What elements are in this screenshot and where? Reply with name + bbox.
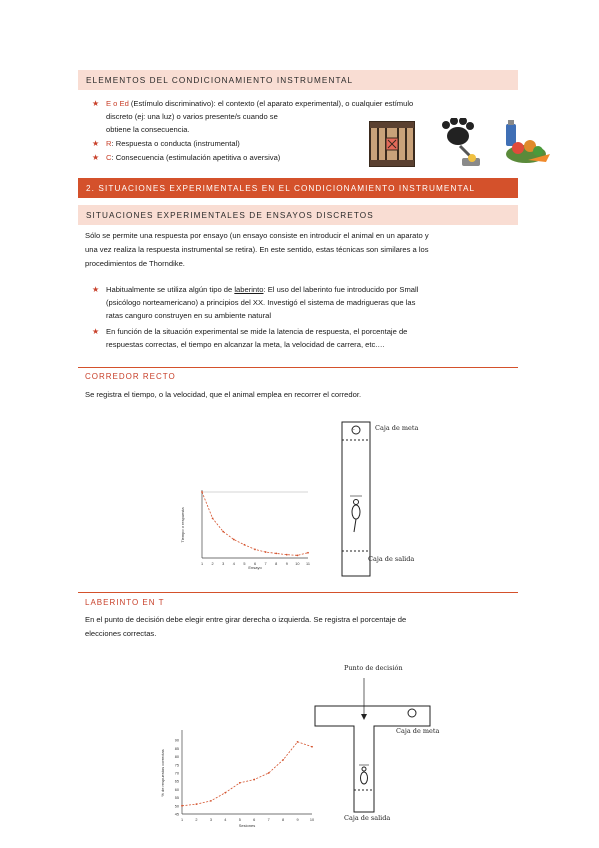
y-tick-label: 45 (174, 812, 179, 817)
data-point (254, 549, 256, 551)
section-header-situaciones (78, 178, 518, 198)
start-box-label: Caja de salida (368, 555, 415, 563)
x-tick-label: 11 (306, 562, 310, 566)
data-point (233, 539, 235, 541)
start-box-label: Caja de salida (344, 814, 391, 822)
data-point (311, 746, 313, 748)
star-bullet-icon: ★ (92, 153, 100, 162)
x-tick-label: 5 (243, 562, 246, 566)
goal-box-label: Caja de meta (396, 727, 440, 735)
data-point (224, 792, 226, 794)
bullet-text: (psicólogo norteamericano) a principios del XX. Investigó el sistema de madrigueras que las (106, 298, 416, 307)
cage-icon (370, 122, 414, 166)
paragraph-laberinto (85, 613, 406, 641)
star-bullet-icon: ★ (92, 327, 100, 336)
rat-icon (350, 496, 362, 532)
y-tick-label: 70 (174, 771, 179, 776)
data-point (239, 782, 241, 784)
paragraph-ensayos (85, 229, 429, 271)
series-line (182, 742, 312, 806)
data-point (244, 544, 246, 546)
bullet-text: ratas canguro construyen en su ambiente natural (106, 311, 272, 320)
star-bullet-icon: ★ (92, 285, 100, 294)
star-bullet-icon: ★ (92, 99, 100, 108)
y-tick-label: 55 (174, 796, 179, 801)
data-point (282, 759, 284, 761)
y-tick-label: 85 (174, 746, 179, 751)
x-tick-label: 9 (296, 818, 299, 822)
x-tick-label: 1 (200, 562, 204, 566)
decision-point-label: Punto de decisión (344, 664, 403, 672)
x-axis-label: Sesiones (238, 823, 256, 828)
x-tick-label: 3 (222, 562, 225, 566)
term-laberinto: laberinto (234, 285, 264, 294)
divider (78, 367, 518, 368)
x-tick-label: 10 (295, 562, 300, 566)
series-line (202, 492, 308, 555)
paw-lever-icon (442, 118, 480, 166)
data-point (196, 803, 198, 805)
rat-icon (359, 765, 369, 784)
x-tick-label: 8 (275, 562, 278, 566)
y-tick-label: 75 (174, 763, 179, 768)
y-tick-label: 60 (174, 787, 179, 792)
y-tick-label: 65 (174, 779, 179, 784)
chart-laberinto (158, 724, 318, 828)
y-tick-label: 80 (174, 755, 179, 760)
x-tick-label: 7 (264, 562, 267, 566)
data-point (307, 552, 309, 554)
x-tick-label: 9 (285, 562, 288, 566)
section-header-elementos (78, 70, 518, 90)
x-tick-label: 2 (211, 562, 214, 566)
x-tick-label: 4 (232, 562, 235, 566)
goal-icon (408, 709, 416, 717)
bullet-text: discreto (ej: una luz) o varios presente/s cuando se (106, 112, 278, 121)
t-maze-diagram (310, 664, 470, 824)
x-tick-label: 8 (282, 818, 285, 822)
paragraph-line: elecciones correctas. (85, 629, 157, 638)
paragraph-line: Sólo se permite una respuesta por ensayo (un ensayo consiste en introducir el animal en un aparato y (85, 231, 429, 240)
data-point (212, 518, 214, 520)
data-point (210, 800, 212, 802)
section-header-ensayos-discretos (78, 205, 518, 225)
x-tick-label: 2 (195, 818, 198, 822)
section-title: 2. SITUACIONES EXPERIMENTALES EN EL CONDICIONAMIENTO INSTRUMENTAL (86, 184, 476, 193)
data-point (201, 491, 203, 493)
x-tick-label: 1 (180, 818, 184, 822)
y-axis-label: Tiempo o respuesta (180, 507, 185, 543)
x-tick-label: 6 (253, 818, 256, 822)
term-c: C (106, 153, 112, 162)
data-point (268, 772, 270, 774)
chart-corredor (178, 486, 314, 570)
term-ed: E o Ed (106, 99, 129, 108)
data-point (297, 554, 299, 556)
bullet-r (92, 137, 240, 150)
x-axis-label: Ensayo (248, 565, 262, 570)
x-tick-label: 5 (238, 818, 241, 822)
data-point (222, 531, 224, 533)
data-point (286, 554, 288, 556)
bullet-text: : Consecuencia (estimulación apetitiva o aversiva) (111, 153, 281, 162)
subsection-title-laberinto: LABERINTO EN T (85, 598, 165, 607)
bullet-text: (Estímulo discriminativo): el contexto (el aparato experimental), o cualquier estímulo (128, 99, 414, 108)
subsection-title-corredor: CORREDOR RECTO (85, 372, 176, 381)
paragraph-corredor: Se registra el tiempo, o la velocidad, que el animal emplea en recorrer el corredor. (85, 390, 362, 399)
x-tick-label: 7 (267, 818, 270, 822)
bullet-ed-cont2 (106, 123, 190, 136)
y-tick-label: 90 (174, 738, 179, 743)
bullet-text: : Respuesta o conducta (instrumental) (111, 139, 240, 148)
bullet-ed (92, 97, 516, 110)
data-point (275, 552, 277, 554)
y-axis-label: % de respuestas correctas (160, 749, 165, 797)
divider (78, 592, 518, 593)
data-point (253, 779, 255, 781)
bullet-c (92, 151, 281, 164)
y-tick-label: 50 (174, 804, 179, 809)
paragraph-line: En el punto de decisión debe elegir entre girar derecha o izquierda. Se registra el porcentaje de (85, 615, 407, 624)
bullet-text: En función de la situación experimental se mide la latencia de respuesta, el porcentaje de (106, 327, 408, 336)
svg-text:ᵕ: ᵕ (353, 427, 355, 432)
star-bullet-icon: ★ (92, 139, 100, 148)
bullet-medidas (92, 325, 526, 351)
term-r: R (106, 139, 112, 148)
bullet-laberinto (92, 283, 526, 322)
bullet-text: : El uso del laberinto fue introducido por Small (263, 285, 419, 294)
data-point (297, 741, 299, 743)
goal-box-label: Caja de meta (375, 424, 419, 432)
x-tick-label: 4 (224, 818, 227, 822)
data-point (265, 551, 267, 553)
paragraph-line: una vez realiza la respuesta instrumental se retira). En este sentido, estas técnicas son similares a los (85, 245, 429, 254)
x-tick-label: 6 (253, 562, 257, 566)
x-tick-label: 10 (309, 818, 315, 822)
bullet-ed-cont1 (106, 110, 278, 123)
conditioning-icons (368, 118, 550, 170)
section-title: ELEMENTOS DEL CONDICIONAMIENTO INSTRUMENTAL (86, 76, 354, 85)
data-point (181, 805, 183, 807)
x-tick-label: 3 (209, 818, 212, 822)
bullet-text: Habitualmente se utiliza algún tipo de (106, 285, 235, 294)
paragraph-line: procedimientos de Thorndike. (85, 259, 185, 268)
bullet-text: respuestas correctas, el tiempo en alcanzar la meta, la velocidad de carrera, etc.… (106, 340, 385, 349)
bullet-text: obtiene la consecuencia. (106, 125, 190, 134)
section-title: SITUACIONES EXPERIMENTALES DE ENSAYOS DISCRETOS (86, 211, 374, 220)
food-icon (506, 120, 550, 163)
